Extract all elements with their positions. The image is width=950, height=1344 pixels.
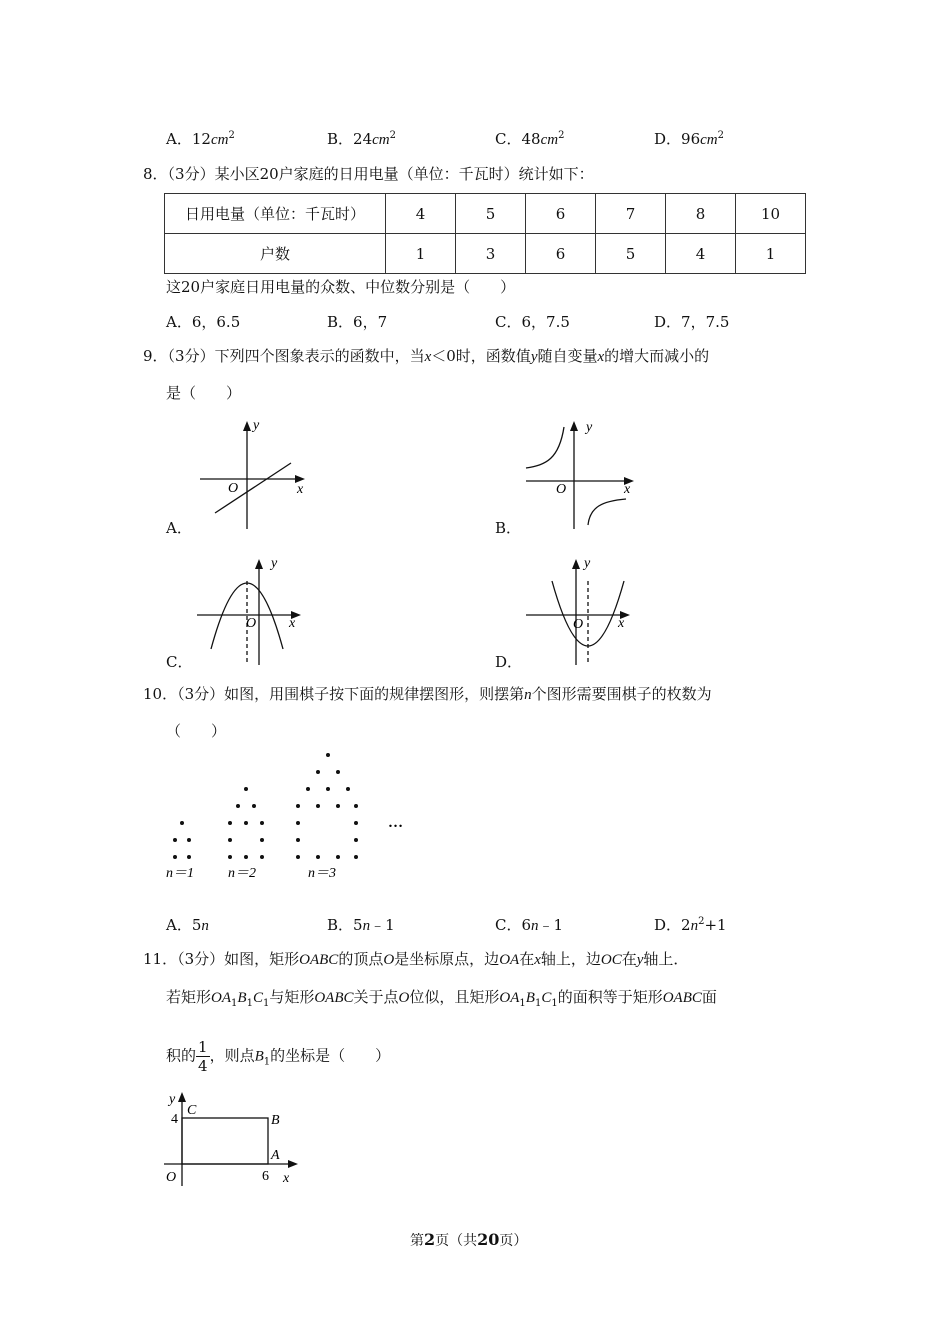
svg-text:A: A <box>271 1148 280 1163</box>
q11-stem-line3: 积的 $\frac{1}{4}$ ，则点$B_1$的坐标是（ ） <box>166 1038 391 1075</box>
svg-text:C: C <box>187 1103 197 1118</box>
svg-text:6: 6 <box>262 1169 269 1184</box>
page-footer: 第2页（共20页） <box>410 1230 528 1249</box>
svg-text:y: y <box>584 556 591 571</box>
svg-text:4: 4 <box>171 1112 178 1127</box>
q10-option-c: C．6n﹣1 <box>495 916 564 934</box>
table-cell: 5 <box>456 194 526 234</box>
q8-option-c: C．6，7.5 <box>495 313 570 331</box>
svg-text:x: x <box>297 482 304 497</box>
table-row <box>165 194 806 234</box>
q7-option-d: D．$96cm^2$ <box>654 130 724 148</box>
q11-stem-line2: 若矩形$OA_1B_1C_1$与矩形OABC关于点O位似，且矩形$OA_1B_1C_1$的面积等于矩形OABC面 <box>166 988 717 1009</box>
svg-text:…: … <box>388 815 403 831</box>
table-cell: 6 <box>526 234 596 274</box>
svg-text:n＝3: n＝3 <box>308 866 336 881</box>
q7-option-c: C．$48cm^2$ <box>495 130 565 148</box>
q8-option-b: B．6，7 <box>327 313 388 331</box>
table-cell: 3 <box>456 234 526 274</box>
table-cell: 4 <box>386 194 456 234</box>
q10-option-d: D．$2n^2+1$ <box>654 916 727 934</box>
q9-graph-d <box>524 553 644 668</box>
svg-text:n＝2: n＝2 <box>228 866 256 881</box>
q11-stem-line1: 11．（3分）如图，矩形OABC的顶点O是坐标原点，边OA在x轴上，边OC在y轴上． <box>143 950 689 968</box>
q9-graph-a <box>195 415 315 535</box>
svg-text:O: O <box>573 617 584 632</box>
q9-option-b: B． <box>495 519 522 537</box>
fraction-one-quarter: $\frac{1}{4}$ <box>198 1038 208 1075</box>
q9-graph-c <box>195 553 315 668</box>
q8-question: 这20户家庭日用电量的众数、中位数分别是（ ） <box>166 278 516 296</box>
q8-option-d: D．7，7.5 <box>654 313 730 331</box>
table-cell: 1 <box>386 234 456 274</box>
svg-text:O: O <box>556 482 567 497</box>
table-cell: 7 <box>596 194 666 234</box>
q10-stem-line2: （ ） <box>166 722 227 740</box>
svg-text:y: y <box>169 1092 176 1107</box>
table-cell: 10 <box>736 194 806 234</box>
q10-option-b: B．5n﹣1 <box>327 916 395 934</box>
svg-text:y: y <box>271 556 278 571</box>
table-row <box>165 234 806 274</box>
svg-text:O: O <box>228 481 239 496</box>
q7-option-a: A．$12cm^2$ <box>166 130 235 148</box>
q7-option-b: B．$24cm^2$ <box>327 130 396 148</box>
table-cell: 4 <box>666 234 736 274</box>
q10-pattern-figure <box>160 745 420 885</box>
svg-text:y: y <box>586 420 593 435</box>
table-cell: 1 <box>736 234 806 274</box>
q8-table <box>164 193 806 274</box>
q8-option-a: A．6，6.5 <box>166 313 241 331</box>
table-cell: 8 <box>666 194 736 234</box>
table-header-cell: 日用电量（单位：千瓦时） <box>165 194 386 234</box>
svg-text:x: x <box>624 482 631 497</box>
svg-text:B: B <box>271 1113 280 1128</box>
q8-stem: 8．（3分）某小区20户家庭的日用电量（单位：千瓦时）统计如下： <box>143 165 594 183</box>
q11-rectangle-figure <box>160 1088 310 1188</box>
svg-text:x: x <box>283 1171 290 1186</box>
svg-text:n＝1: n＝1 <box>166 866 194 881</box>
svg-text:x: x <box>618 616 625 631</box>
q9-graph-b <box>524 415 644 535</box>
table-header-cell: 户数 <box>165 234 386 274</box>
q9-stem: 9．（3分）下列四个图象表示的函数中，当x＜0时，函数值y随自变量x的增大而减小的 <box>143 347 710 365</box>
svg-text:y: y <box>253 418 260 433</box>
q9-option-a: A． <box>166 519 192 537</box>
table-cell: 6 <box>526 194 596 234</box>
q10-stem: 10．（3分）如图，用围棋子按下面的规律摆图形，则摆第n个图形需要围棋子的枚数为 <box>143 685 712 703</box>
q9-option-c: C． <box>166 653 193 671</box>
q10-option-a: A．5n <box>166 916 209 934</box>
svg-text:x: x <box>289 616 296 631</box>
svg-text:O: O <box>166 1170 177 1185</box>
q9-option-d: D． <box>495 653 523 671</box>
svg-text:O: O <box>246 616 257 631</box>
table-cell: 5 <box>596 234 666 274</box>
q9-stem-line2: 是（ ） <box>166 384 242 402</box>
